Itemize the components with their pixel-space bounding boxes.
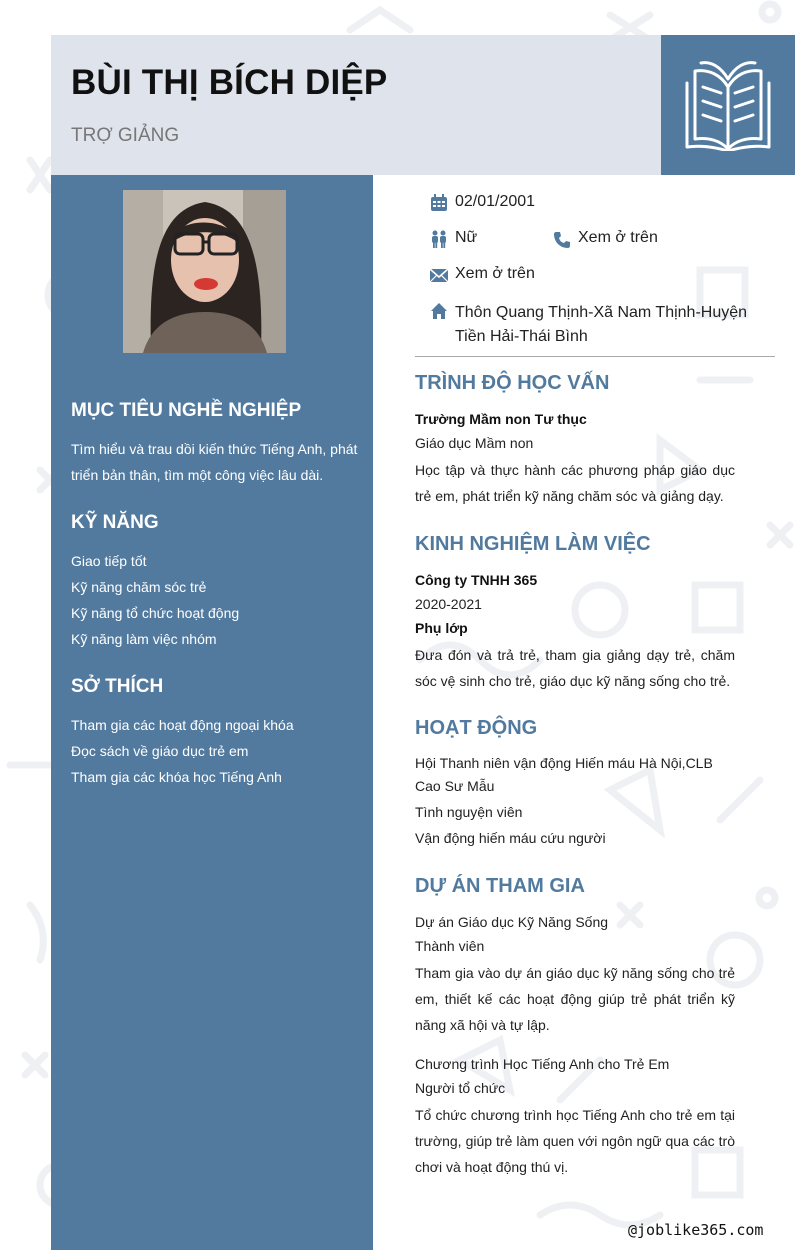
email-icon	[430, 266, 448, 284]
phone-icon	[553, 231, 571, 249]
skills-list	[71, 548, 361, 652]
skill-item: Giao tiếp tốt	[71, 553, 147, 569]
experience-company: Công ty TNHH 365	[415, 572, 538, 588]
activities-description: Vận động hiến máu cứu người	[415, 830, 606, 846]
hobbies-heading: SỞ THÍCH	[71, 676, 164, 697]
education-school: Trường Mầm non Tư thục	[415, 411, 587, 427]
career-goal-text: Tìm hiểu và trau dồi kiến thức Tiếng Anh, phát triển bản thân, tìm một công việc lâu dài.	[71, 441, 358, 483]
activities-heading: HOẠT ĐỘNG	[415, 717, 538, 739]
skill-item: Kỹ năng tổ chức hoạt động	[71, 605, 240, 621]
project-description: Tham gia vào dự án giáo dục kỹ năng sống cho trẻ em, thiết kế các hoạt động giúp trẻ phát triển kỹ năng xã hội và tự lập.	[415, 965, 735, 1033]
address-value: Thôn Quang Thịnh-Xã Nam Thịnh-Huyện Tiền Hải-Thái Bình	[455, 304, 748, 345]
email-value[interactable]: Xem ở trên	[455, 265, 535, 282]
gender-icon	[430, 230, 448, 248]
hobbies-section	[71, 676, 361, 790]
skills-heading: KỸ NĂNG	[71, 512, 159, 533]
experience-period: 2020-2021	[415, 596, 482, 612]
skill-item: Kỹ năng làm việc nhóm	[71, 631, 217, 647]
gender-value: Nữ	[455, 229, 478, 246]
skills-section	[71, 512, 361, 652]
project-entry	[415, 910, 735, 1038]
project-role: Thành viên	[415, 938, 485, 954]
avatar	[123, 190, 286, 353]
experience-description: Đưa đón và trả trẻ, tham gia giảng dạy trẻ, chăm sóc vệ sinh cho trẻ, giáo dục kỹ năng sống cho trẻ.	[415, 647, 735, 689]
career-goal-heading: MỤC TIÊU NGHỀ NGHIỆP	[71, 400, 302, 421]
job-title: TRỢ GIẢNG	[71, 125, 180, 146]
project-name: Chương trình Học Tiếng Anh cho Trẻ Em	[415, 1056, 670, 1072]
divider	[415, 356, 775, 357]
project-name: Dự án Giáo dục Kỹ Năng Sống	[415, 914, 609, 930]
experience-position: Phụ lớp	[415, 620, 468, 636]
activities-organization: Hội Thanh niên vận động Hiến máu Hà Nội,CLB Cao Sư Mẫu	[415, 755, 713, 794]
education-entry	[415, 407, 735, 509]
header	[51, 35, 661, 175]
activities-entry	[415, 752, 735, 850]
project-description: Tổ chức chương trình học Tiếng Anh cho trẻ em tại trường, giúp trẻ làm quen với ngôn ngữ qua các trò chơi và hoạt động thú vị.	[415, 1107, 735, 1175]
skill-item: Kỹ năng chăm sóc trẻ	[71, 579, 207, 595]
home-icon	[430, 302, 448, 320]
experience-heading: KINH NGHIỆM LÀM VIỆC	[415, 533, 651, 555]
watermark: @joblike365.com	[628, 1221, 764, 1239]
project-role: Người tổ chức	[415, 1080, 506, 1096]
hobby-item: Tham gia các hoạt động ngoại khóa	[71, 717, 294, 733]
education-major: Giáo dục Mầm non	[415, 435, 534, 451]
sidebar	[51, 175, 373, 1250]
phone-value[interactable]: Xem ở trên	[578, 229, 658, 246]
projects-heading: DỰ ÁN THAM GIA	[415, 875, 585, 897]
birthday-value: 02/01/2001	[455, 193, 536, 210]
calendar-icon	[430, 194, 448, 212]
logo-box	[661, 35, 795, 175]
hobby-item: Đọc sách về giáo dục trẻ em	[71, 743, 249, 759]
experience-entry	[415, 568, 735, 694]
education-heading: TRÌNH ĐỘ HỌC VẤN	[415, 372, 610, 394]
candidate-name: BÙI THỊ BÍCH DIỆP	[71, 63, 388, 102]
open-book-icon	[681, 57, 775, 151]
activities-role: Tình nguyện viên	[415, 804, 523, 820]
hobbies-list	[71, 712, 361, 790]
career-goal-section	[71, 400, 361, 488]
project-entry	[415, 1052, 735, 1180]
hobby-item: Tham gia các khóa học Tiếng Anh	[71, 769, 282, 785]
education-description: Học tập và thực hành các phương pháp giáo dục trẻ em, phát triển kỹ năng chăm sóc và giảng dạy.	[415, 462, 735, 504]
